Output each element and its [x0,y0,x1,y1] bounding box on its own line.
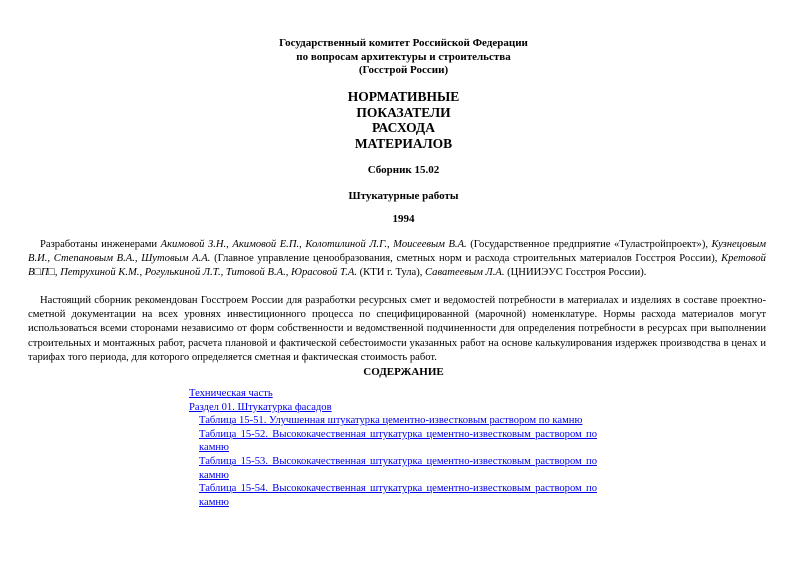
text-span: , [386,239,394,250]
toc-link-table-15-53[interactable]: Таблица 15-53. Высококачественная штукатурка цементно-известковым раствором по камню [199,455,597,481]
author-name: Акимовой З.Н. [160,239,227,250]
author-name: Колотилиной Л.Г. [305,239,387,250]
text-span: , [54,267,61,279]
organization-header [0,37,807,78]
table-of-contents [189,387,599,509]
title-line-4: МАТЕРИАЛОВ [354,135,453,151]
toc-heading: СОДЕРЖАНИЕ [363,366,444,378]
org-line-1: Государственный комитет Российской Федерации [279,37,528,49]
authors-paragraph [28,238,766,281]
collection-number: Сборник 15.02 [367,164,440,176]
author-name: Саватеевым Л.А. [425,267,505,279]
title-line-2: ПОКАЗАТЕЛИ [356,104,451,120]
text-span: , [299,239,306,250]
author-name: Титовой В.А. [225,267,286,279]
author-name: Акимовой Е.П. [232,239,300,250]
title-line-1: НОРМАТИВНЫЕ [347,89,460,104]
text-span: , [139,267,145,279]
document-subject: Штукатурные работы [348,190,459,202]
text-span: (Главное управление ценообразования, сметных норм и расхода строительных материалов Госстроя России), [210,253,722,265]
author-name: Юрасовой Т.А. [291,267,357,279]
toc-link-table-15-51[interactable]: Таблица 15-51. Улучшенная штукатурка цементно-известковым раствором по камню [199,415,583,427]
org-line-2: по вопросам архитектуры и строительства [296,50,511,63]
toc-link-section-01[interactable]: Раздел 01. Штукатурка фасадов [189,401,332,413]
org-line-3: (Госстрой России) [358,64,449,76]
title-line-3: РАСХОДА [372,120,435,135]
purpose-paragraph: Настоящий сборник рекомендован Госстроем России для разработки ресурсных смет и ведомостей потребности в материалах и изделиях в составе проектно-сметной документации на всех уровнях инвестиционного процесса по специфицированной (марочной) номенклатуре. Нормы расхода материалов могут использоваться всеми сторонами независимо от форм собственности и ведомственной подчиненности для определения потребности в ресурсах при выполнении строительных и монтажных работ, расчета плановой и фактической себестоимости указанных работ на основе калькулирования издержек производства в ценах и тарифах того периода, для которого определяется сметная и фактическая стоимость работ. [28,295,766,363]
text-span: , [226,239,233,250]
document-year: 1994 [392,213,415,225]
author-name: Петрухиной К.М. [60,267,140,279]
text-span: , [220,267,226,279]
toc-link-table-15-52[interactable]: Таблица 15-52. Высококачественная штукатурка цементно-известковым раствором по камню [199,428,597,454]
text-span: , [285,267,292,279]
text-span: (Государственное предприятие «Туластройпроект»), [466,239,712,250]
author-name: Кузнецовым В.И., Степановым В.А., Шутовым А.А. [28,239,767,265]
text-span: Разработаны инженерами [40,239,161,250]
document-title [0,89,807,151]
text-span: (ЦНИИЭУС Госстроя России). [504,267,647,279]
author-name: Кретовой В□П□ [28,253,766,279]
author-name: Моисеевым В.А. [393,239,467,250]
toc-link-technical-part[interactable]: Техническая часть [189,388,273,399]
text-span: (КТИ г. Тула), [356,267,426,279]
toc-link-table-15-54[interactable]: Таблица 15-54. Высококачественная штукатурка цементно-известковым раствором по камню [199,483,597,508]
author-name: Рогулькиной Л.Т. [144,267,221,279]
